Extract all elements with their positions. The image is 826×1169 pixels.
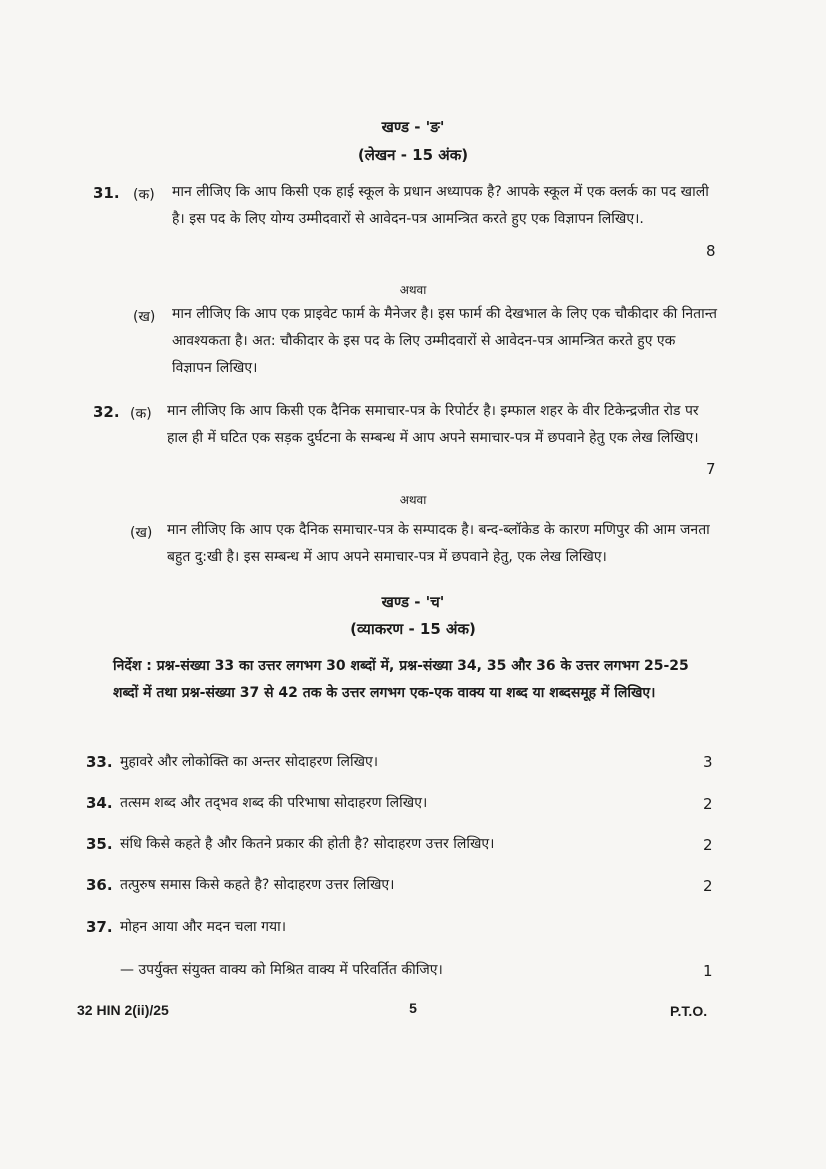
q34-number: 34. xyxy=(86,794,113,812)
q35-number: 35. xyxy=(86,835,113,853)
q31b-text: मान लीजिए कि आप एक प्राइवेट फार्म के मैनेजर है। इस फार्म की देखभाल के लिए एक चौकीदार की नितान्त आवश्यकता है। अत: चौकीदार के इस पद के लिए उम्मीदवारों से आवेदन-पत्र आमन्त्रित करते हुए एक विज्ञापन लिखिए। xyxy=(172,306,717,376)
q33-text: मुहावरे और लोकोक्ति का अन्तर सोदाहरण लिखिए। xyxy=(120,754,379,770)
q34-text: तत्सम शब्द और तद्‌भव शब्द की परिभाषा सोदाहरण लिखिए। xyxy=(120,795,428,811)
q33-number: 33. xyxy=(86,753,113,771)
footer-page-number: 5 xyxy=(409,1000,417,1016)
q31-marks: 8 xyxy=(706,242,716,260)
q37-text: मोहन आया और मदन चला गया। xyxy=(120,919,287,935)
q32a-label: (क) xyxy=(130,406,152,422)
q32-marks: 7 xyxy=(706,460,716,478)
q31-or: अथवा xyxy=(399,283,427,297)
q36-number: 36. xyxy=(86,876,113,894)
q31a-text: मान लीजिए कि आप किसी एक हाई स्कूल के प्रधान अध्यापक है? आपके स्कूल में एक क्लर्क का पद खाली है। इस पद के लिए योग्य उम्मीदवारों से आवेदन-पत्र आमन्त्रित करते हुए एक विज्ञापन लिखिए।. xyxy=(172,184,709,227)
q33-marks: 3 xyxy=(703,753,713,771)
q32-number: 32. xyxy=(93,403,120,421)
q36-marks: 2 xyxy=(703,877,713,895)
q34-marks: 2 xyxy=(703,795,713,813)
q31-number: 31. xyxy=(93,184,120,202)
q32b-label: (ख) xyxy=(130,525,153,541)
q31b-label: (ख) xyxy=(133,309,156,325)
section-f-subtitle: (व्याकरण - 15 अंक) xyxy=(350,620,476,638)
q35-text: संधि किसे कहते है और कितने प्रकार की होती है? सोदाहरण उत्तर लिखिए। xyxy=(120,836,495,852)
q37-marks: 1 xyxy=(703,962,713,980)
q35-marks: 2 xyxy=(703,836,713,854)
q36-text: तत्पुरुष समास किसे कहते है? सोदाहरण उत्तर लिखिए। xyxy=(120,877,395,893)
instructions: निर्देश : प्रश्न-संख्या 33 का उत्तर लगभग 30 शब्दों में, प्रश्न-संख्या 34, 35 और 36 के उत्तर लगभग 25-25 शब्दों में तथा प्रश्न-संख्या 37 से 42 तक के उत्तर लगभग एक-एक वाक्य या शब्द या शब्दसमूह में लिखिए। xyxy=(113,658,689,701)
footer-code: 32 HIN 2(ii)/25 xyxy=(77,1002,169,1018)
section-e-subtitle: (लेखन - 15 अंक) xyxy=(357,146,469,164)
section-e-title: खण्ड - 'ङ' xyxy=(381,118,445,136)
q37-subtext: — उपर्युक्त संयुक्त वाक्य को मिश्रित वाक्य में परिवर्तित कीजिए। xyxy=(120,962,443,978)
footer-pto: P.T.O. xyxy=(670,1003,708,1019)
q37-number: 37. xyxy=(86,918,113,936)
section-f-title: खण्ड - 'च' xyxy=(381,593,445,611)
q31a-label: (क) xyxy=(133,187,155,203)
q32-or: अथवा xyxy=(399,493,427,507)
q32b-text: मान लीजिए कि आप एक दैनिक समाचार-पत्र के सम्पादक है। बन्द-ब्लॉकेड के कारण मणिपुर की आम जनता बहुत दु:खी है। इस सम्बन्ध में आप अपने समाचार-पत्र में छपवाने हेतु, एक लेख लिखिए। xyxy=(167,522,710,565)
q32a-text: मान लीजिए कि आप किसी एक दैनिक समाचार-पत्र के रिपोर्टर है। इम्फाल शहर के वीर टिकेन्द्रजीत रोड पर हाल ही में घटित एक सड़क दुर्घटना के सम्बन्ध में आप अपने समाचार-पत्र में छपवाने हेतु एक लेख लिखिए। xyxy=(167,403,699,446)
